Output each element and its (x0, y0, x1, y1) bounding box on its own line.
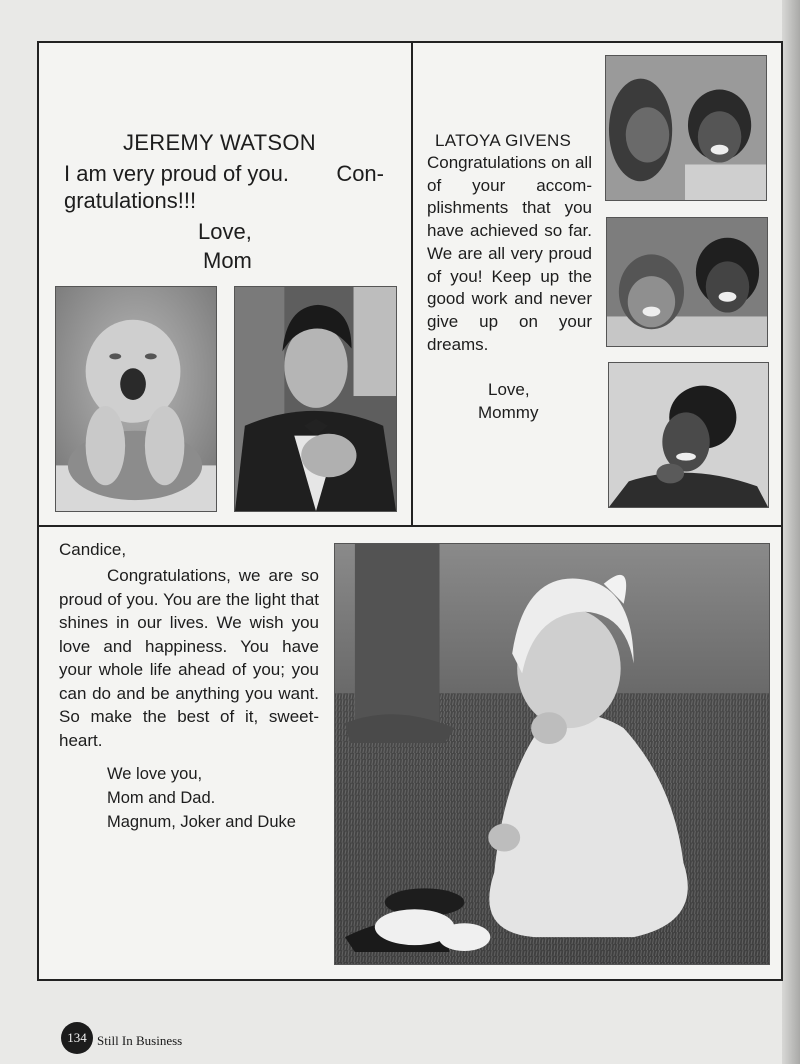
toddler-portrait-photo (605, 55, 767, 201)
page-edge (782, 0, 800, 1064)
vertical-divider (411, 41, 413, 527)
page-number-badge: 134 (61, 1022, 93, 1054)
candice-close-line2: Mom and Dad. (107, 789, 216, 807)
latoya-love: Love, (488, 380, 530, 399)
footer-title: Still In Business (97, 1033, 183, 1048)
teen-portrait-photo (608, 362, 769, 508)
candice-close-line1: We love you, (107, 765, 203, 783)
jeremy-name: JEREMY WATSON (123, 130, 316, 155)
two-children-photo (606, 217, 768, 347)
horizontal-divider (37, 525, 783, 527)
latoya-message: Congratulations on all of your accom- plishments that you have achieved so far. We are all very proud of you! Keep up the good work and never give up on your dreams. (427, 153, 592, 354)
jeremy-message-line2: gratulations!!! (64, 188, 197, 213)
candice-message-block (59, 564, 319, 752)
candice-message: Congratulations, we are so proud of you. You are the light that shines in our lives. We wish you love and happiness. You have your whole life ahead of you; you can do and be anything you want. So make the best of it, sweet- heart. (59, 566, 319, 750)
toddler-on-grass-photo (334, 543, 770, 965)
latoya-name: LATOYA GIVENS (435, 131, 572, 150)
candice-greeting: Candice, (59, 540, 127, 559)
latoya-signoff: Mommy (478, 403, 539, 422)
jeremy-message-line1 (64, 161, 384, 187)
baby-photo (55, 286, 217, 512)
jeremy-love: Love, (198, 219, 252, 244)
tuxedo-teen-photo (234, 286, 397, 512)
jeremy-message-line1-right: Con- (336, 161, 384, 186)
candice-close-line3: Magnum, Joker and Duke (107, 813, 296, 831)
jeremy-signoff: Mom (203, 248, 252, 273)
jeremy-message-line1-left: I am very proud of you. (64, 161, 289, 186)
